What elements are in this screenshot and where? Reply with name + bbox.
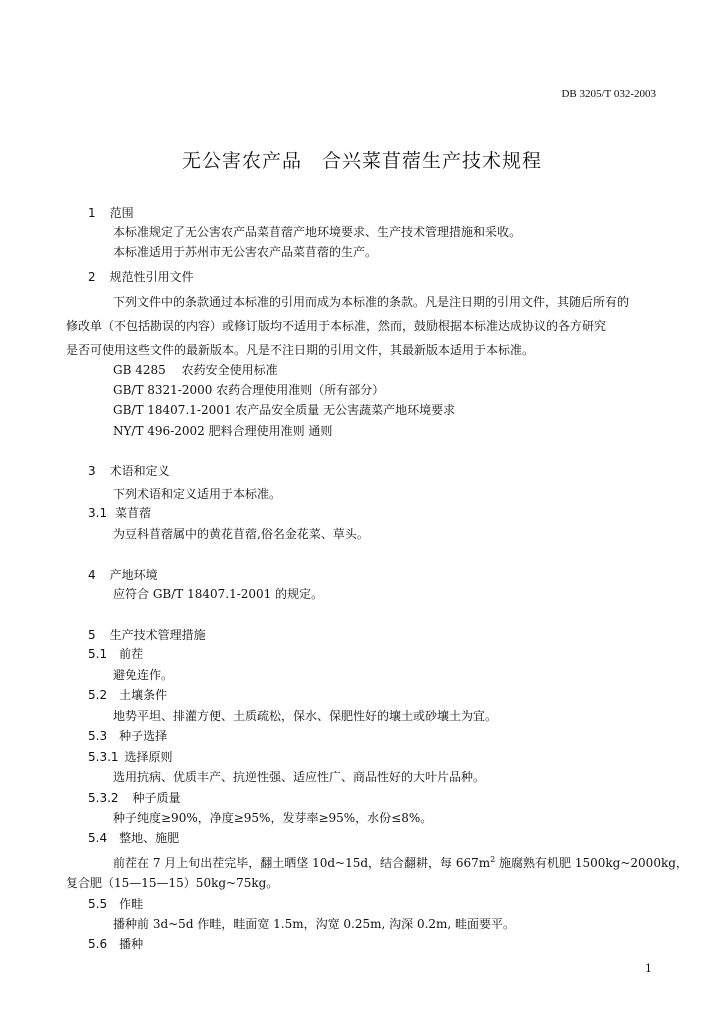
reference-item: GB/T 8321-2000 农药合理使用准则（所有部分） [113,383,385,397]
paragraph-line: 是否可使用这些文件的最新版本。凡是不注日期的引用文件，其最新版本适用于本标准。 [66,343,535,357]
section-title: 产地环境 [109,568,158,582]
section-title: 规范性引用文件 [109,270,194,284]
section-3-heading [88,463,170,479]
subsection-title: 土壤条件 [119,688,168,702]
paragraph: 下列术语和定义适用于本标准。 [113,487,282,501]
paragraph-line: 修改单（不包括勘误的内容）或修订版均不适用于本标准，然而，鼓励根据本标准达成协议的各方研究 [66,319,607,333]
subsection-number: 5.5 [88,897,108,911]
subsection-title: 播种 [119,937,144,951]
section-2-heading [88,269,194,285]
page-number: 1 [645,962,652,975]
subsection-3-1-heading [88,505,151,521]
subsection-number: 5.4 [88,831,108,845]
section-title: 范围 [109,206,134,220]
subsection-5-6-heading [88,936,143,952]
paragraph: 地势平坦、排灌方便、土质疏松，保水、保肥性好的壤土或砂壤土为宜。 [113,709,498,723]
paragraph: 本标准适用于苏州市无公害农产品菜苜蓿的生产。 [113,245,378,259]
subsection-5-3-heading [88,728,167,744]
reference-item: NY/T 496-2002 肥料合理使用准则 通则 [113,424,333,438]
paragraph-line [113,852,688,871]
paragraph: 应符合 GB/T 18407.1-2001 的规定。 [113,587,324,601]
paragraph-line: 下列文件中的条款通过本标准的引用而成为本标准的条款。凡是注日期的引用文件，其随后所有的 [113,295,630,309]
subsection-5-3-1-heading [88,749,173,765]
section-5-heading [88,627,206,643]
paragraph: 避免连作。 [113,668,174,682]
section-number: 4 [88,568,96,582]
subsection-5-3-2-heading [88,790,181,806]
section-number: 2 [88,270,96,284]
paragraph-line: 复合肥（15—15—15）50kg~75kg。 [66,876,279,890]
document-title: 无公害农产品 合兴菜苜蓿生产技术规程 [181,150,542,172]
document-number: DB 3205/T 032-2003 [561,88,656,100]
section-title: 生产技术管理措施 [109,628,206,642]
superscript: 2 [490,855,496,864]
subsection-number: 5.3.1 [88,750,119,764]
subsection-title: 作畦 [119,897,144,911]
subsection-number: 5.1 [88,647,108,661]
reference-item: GB/T 18407.1-2001 农产品安全质量 无公害蔬菜产地环境要求 [113,403,456,417]
text-run: 施腐熟有机肥 1500kg~2000kg， [495,856,688,870]
paragraph: 种子纯度≥90%，净度≥95%，发芽率≥95%，水份≤8%。 [113,811,433,825]
subsection-number: 5.2 [88,688,108,702]
paragraph: 本标准规定了无公害农产品菜苜蓿产地环境要求、生产技术管理措施和采收。 [113,225,522,239]
subsection-number: 5.3 [88,729,108,743]
subsection-title: 种子质量 [132,791,181,805]
paragraph: 选用抗病、优质丰产、抗逆性强、适应性广、商品性好的大叶片品种。 [113,770,486,784]
section-number: 5 [88,628,96,642]
text-run: 前茬在 7 月上旬出茬完毕，翻土晒垡 10d~15d，结合翻耕，每 667m [113,856,491,870]
reference-item: GB 4285 农药安全使用标准 [113,363,278,377]
section-number: 3 [88,464,96,478]
subsection-number: 5.3.2 [88,791,119,805]
subsection-5-1-heading [88,646,143,662]
subsection-number: 5.6 [88,937,108,951]
subsection-5-2-heading [88,687,167,703]
subsection-title: 种子选择 [119,729,168,743]
subsection-5-5-heading [88,896,143,912]
section-4-heading [88,567,158,583]
subsection-title: 前茬 [119,647,144,661]
subsection-title: 整地、施肥 [119,831,180,845]
paragraph: 为豆科苜蓿属中的黄花苜蓿,俗名金花菜、草头。 [113,527,369,541]
section-number: 1 [88,206,96,220]
subsection-number: 3.1 [88,506,108,520]
subsection-5-4-heading [88,830,179,846]
section-title: 术语和定义 [109,464,170,478]
subsection-title: 选择原则 [124,750,173,764]
subsection-title: 菜苜蓿 [115,506,152,520]
section-1-heading [88,205,134,221]
paragraph: 播种前 3d~5d 作畦，畦面宽 1.5m，沟宽 0.25m, 沟深 0.2m, 畦面要平。 [113,917,516,931]
